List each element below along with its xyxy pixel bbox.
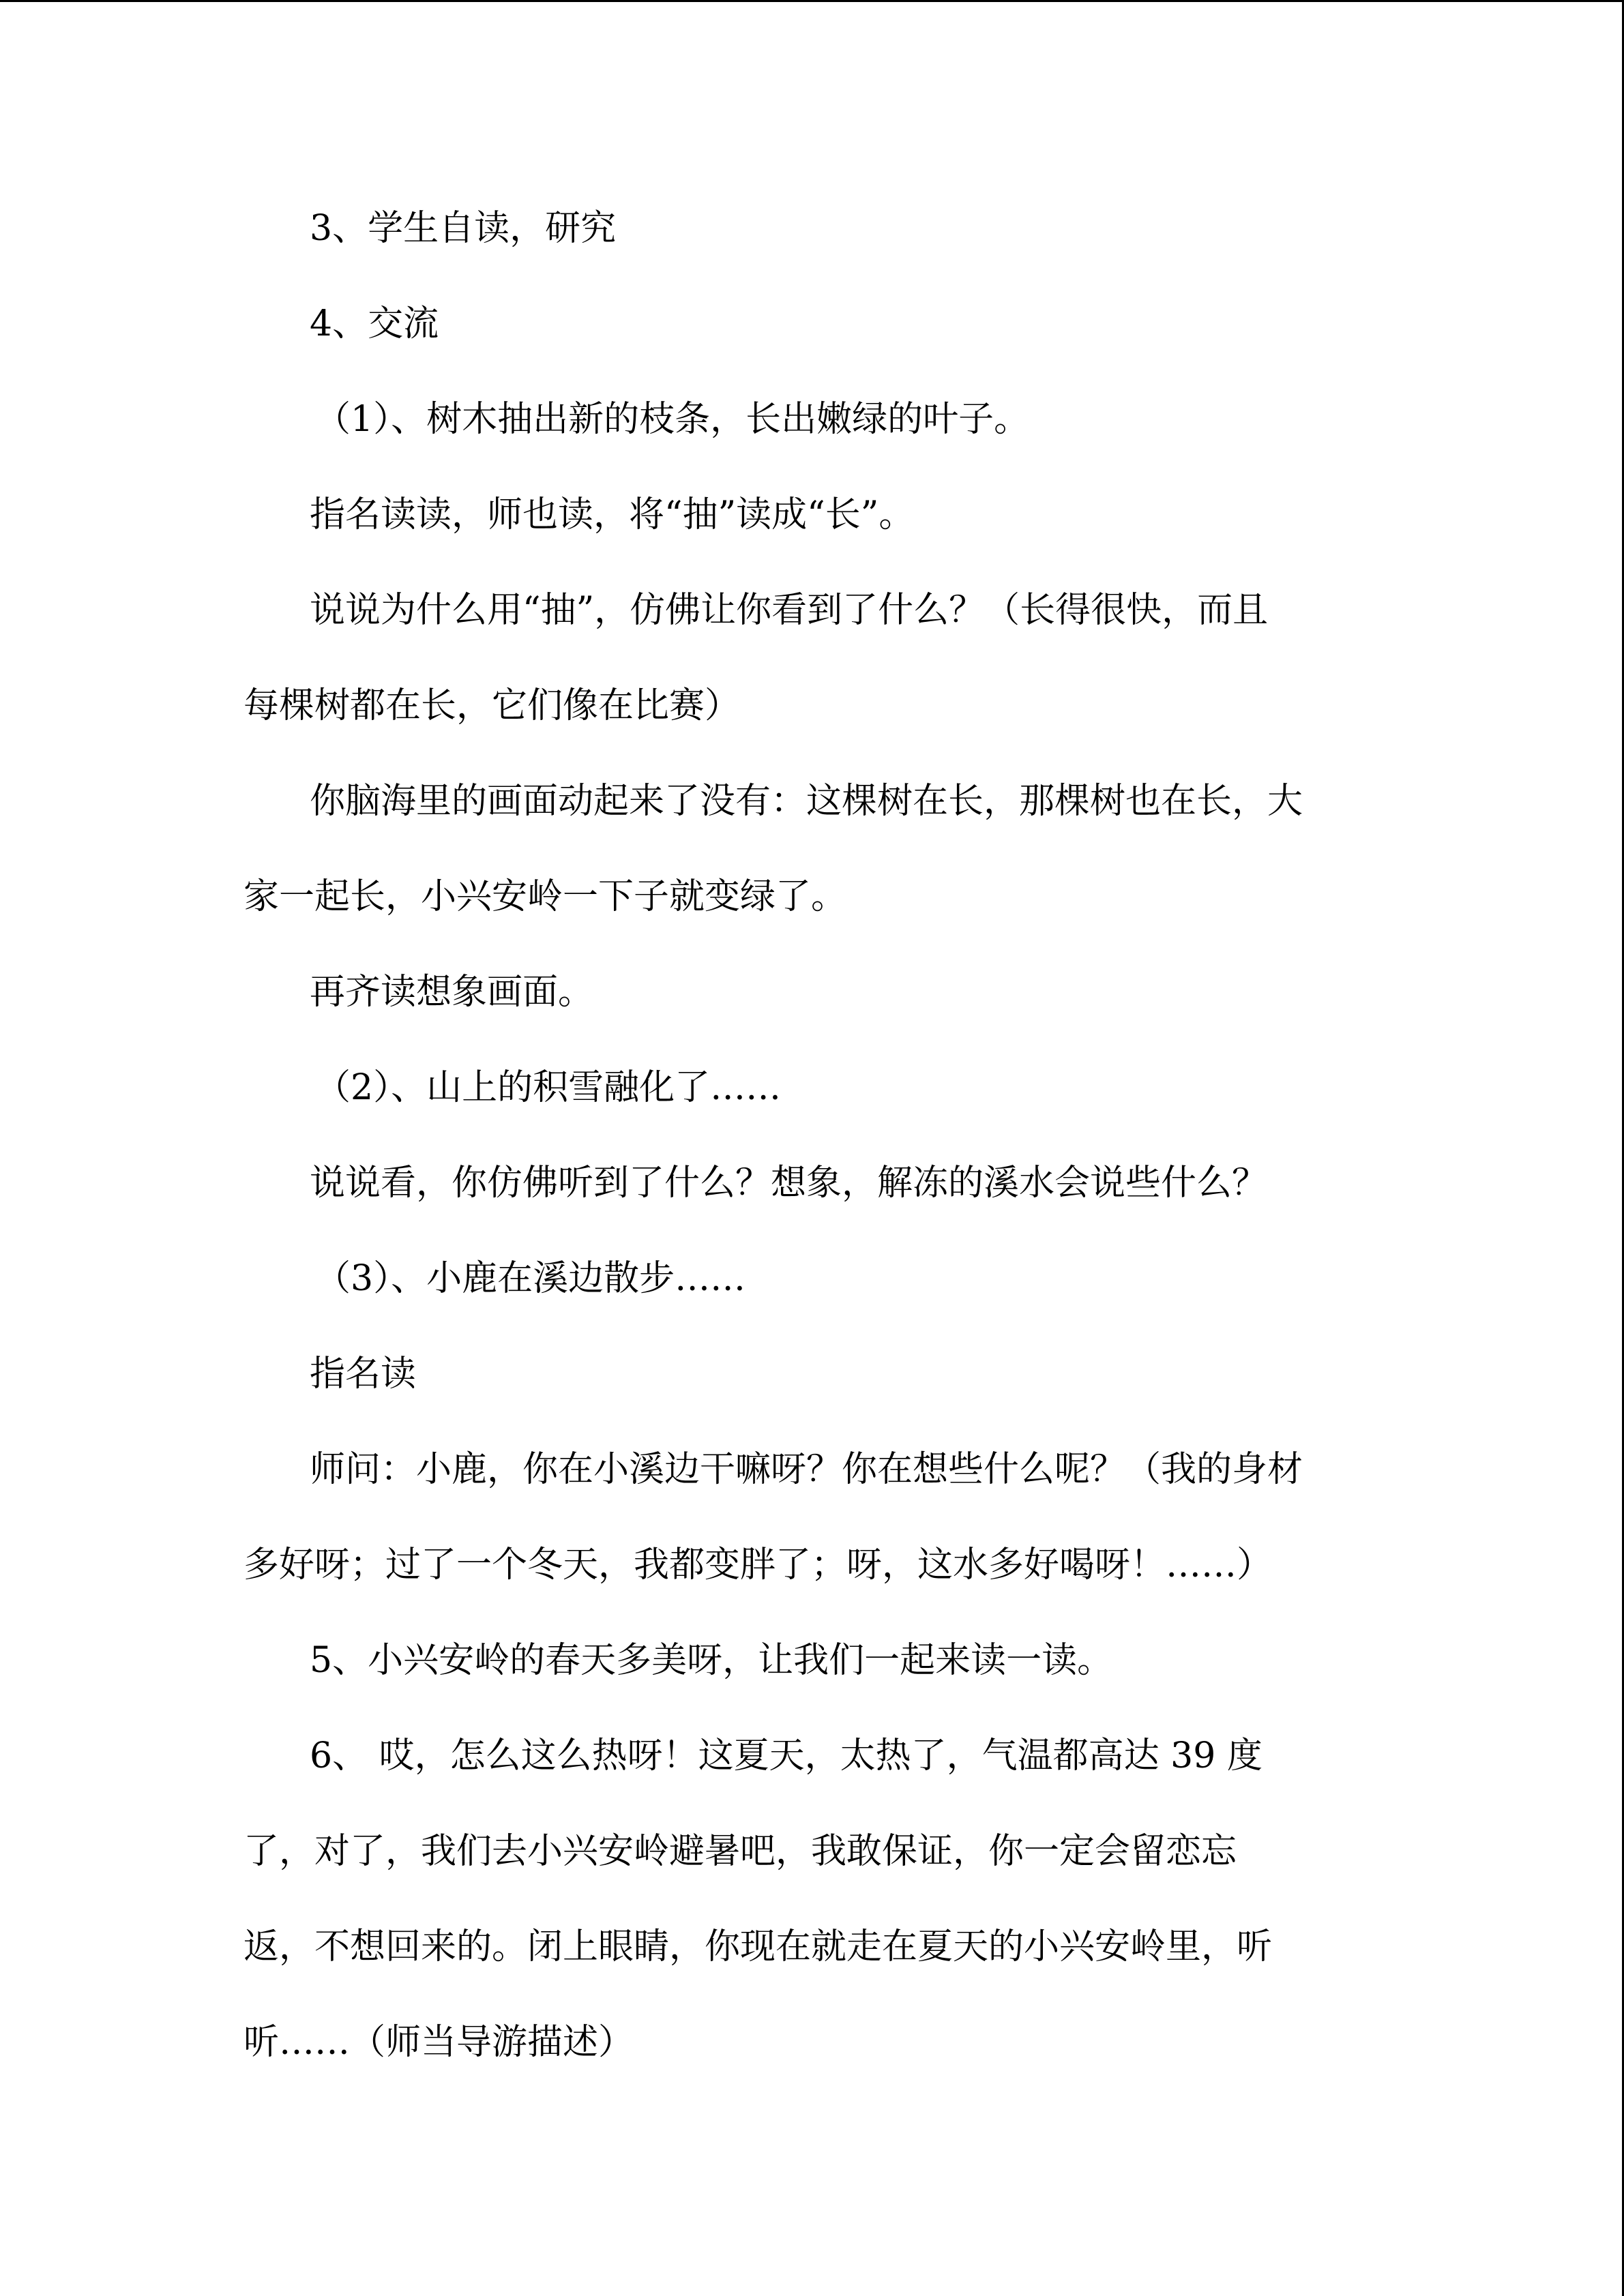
paragraph-line: 师问：小鹿，你在小溪边干嘛呀？你在想些什么呢？（我的身材 [310, 1449, 1303, 1490]
paragraph-line: 你脑海里的画面动起来了没有：这棵树在长，那棵树也在长，大 [310, 781, 1303, 822]
page-border-top [0, 0, 1624, 2]
paragraph-line: 返，不想回来的。闭上眼睛，你现在就走在夏天的小兴安岭里，听 [243, 1926, 1273, 1967]
paragraph-line: 6、 哎，怎么这么热呀！这夏天，太热了，气温都高达 39 度 [310, 1735, 1263, 1776]
paragraph-line: 指名读读，师也读，将“抽”读成“长”。 [310, 494, 915, 535]
paragraph-line: 家一起长，小兴安岭一下子就变绿了。 [243, 876, 847, 917]
document-body [243, 181, 1379, 2090]
paragraph-line: （3）、小鹿在溪边散步…… [315, 1258, 746, 1299]
paragraph-line: 说说看，你仿佛听到了什么？想象，解冻的溪水会说些什么？ [310, 1163, 1268, 1204]
paragraph-line: （2）、山上的积雪融化了…… [315, 1067, 782, 1108]
paragraph-line: 说说为什么用“抽”，仿佛让你看到了什么？（长得很快，而且 [310, 590, 1269, 631]
paragraph-line: 每棵树都在长，它们像在比赛） [243, 685, 741, 726]
paragraph-line: 4、交流 [310, 303, 439, 344]
paragraph-line: 了，对了，我们去小兴安岭避暑吧，我敢保证，你一定会留恋忘 [243, 1831, 1237, 1872]
paragraph-line: （1）、树木抽出新的枝条，长出嫩绿的叶子。 [315, 399, 1030, 440]
paragraph-line: 5、小兴安岭的春天多美呀，让我们一起来读一读。 [310, 1640, 1113, 1681]
paragraph-line: 听……（师当导游描述） [243, 2022, 634, 2063]
paragraph-line: 再齐读想象画面。 [310, 972, 594, 1013]
paragraph-line: 多好呀；过了一个冬天，我都变胖了；呀，这水多好喝呀！……） [243, 1545, 1273, 1585]
paragraph-line: 指名读 [310, 1354, 417, 1395]
paragraph-line: 3、学生自读，研究 [310, 208, 617, 249]
